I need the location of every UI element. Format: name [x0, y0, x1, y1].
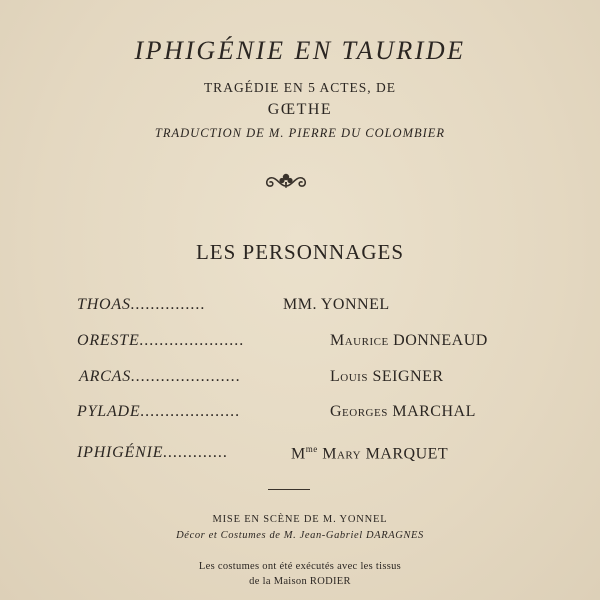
play-subtitle: TRAGÉDIE EN 5 ACTES, DE [203, 80, 397, 95]
costumes-credit-line1: Les costumes ont été exécutés avec les tissus [198, 561, 402, 572]
play-author: GŒTHE [267, 101, 333, 118]
cast-actor: $M^{me}$ Mary MARQUET [291, 444, 449, 463]
cast-row [0, 403, 600, 427]
play-title: IPHIGÉNIE EN TAURIDE [134, 36, 466, 65]
decor-credit: Décor et Costumes de M. Jean-Gabriel DARAGNES [176, 530, 424, 541]
cast-role: THOAS............... [77, 296, 206, 313]
cast-row [0, 444, 600, 468]
mise-en-scene-credit: MISE EN SCÈNE DE M. YONNEL [212, 514, 388, 525]
cast-row [0, 368, 600, 392]
cast-role: IPHIGÉNIE............. [77, 444, 229, 461]
cast-row [0, 332, 600, 356]
fleuron-ornament-icon [262, 168, 310, 192]
cast-row [0, 296, 600, 320]
cast-actor: Louis SEIGNER [330, 368, 444, 385]
cast-role: PYLADE.................... [77, 403, 241, 420]
cast-actor: Georges MARCHAL [330, 403, 476, 420]
costumes-credit-line2: de la Maison RODIER [249, 576, 351, 587]
cast-actor: Maurice DONNEAUD [330, 332, 488, 349]
translation-credit: TRADUCTION DE M. PIERRE DU COLOMBIER [154, 126, 446, 140]
divider-rule [268, 489, 310, 490]
section-title-personnages: LES PERSONNAGES [195, 240, 405, 264]
cast-role: ARCAS...................... [79, 368, 241, 385]
cast-role: ORESTE..................... [77, 332, 245, 349]
cast-actor: MM. YONNEL [283, 296, 390, 313]
